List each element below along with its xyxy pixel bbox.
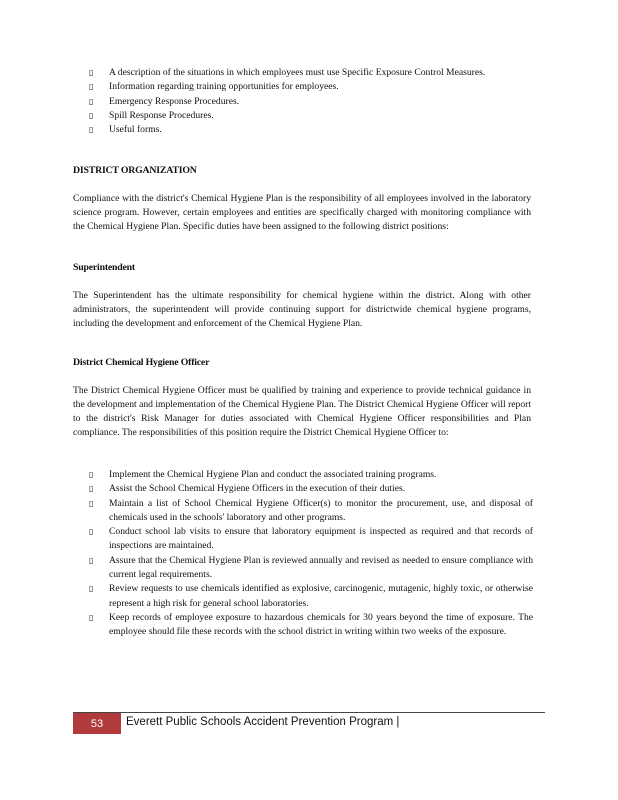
footer-divider — [73, 712, 545, 713]
dcho-heading: District Chemical Hygiene Officer — [73, 357, 210, 368]
list-item: ▯ Useful forms. — [73, 123, 533, 137]
list-item: ▯ A description of the situations in which employees must use Specific Exposure Control Measures. — [73, 66, 533, 80]
bullet-icon: ▯ — [89, 555, 94, 565]
bullet-icon: ▯ — [89, 484, 94, 494]
superintendent-heading: Superintendent — [73, 262, 135, 273]
list-item: ▯ Conduct school lab visits to ensure that laboratory equipment is inspected as required and that records of inspections are maintained. — [89, 526, 533, 552]
list-item: ▯ Assist the School Chemical Hygiene Officers in the execution of their duties. — [73, 482, 533, 496]
intro-bullet-list — [73, 66, 533, 137]
bullet-icon: ▯ — [89, 110, 94, 120]
bullet-icon: ▯ — [89, 470, 94, 479]
bullet-icon: ▯ — [89, 584, 94, 594]
duties-list — [73, 468, 533, 640]
page-number-badge: 53 — [73, 713, 121, 734]
section-paragraph: Compliance with the district's Chemical Hygiene Plan is the responsibility of all employees involved in the laboratory science program. However, certain employees and entities are specifically charged with monitoring compliance with the Chemical Hygiene Plan. Specific duties have been assigned to the following district positions: — [73, 193, 531, 232]
list-item: ▯ Implement the Chemical Hygiene Plan and conduct the associated training programs. — [73, 468, 533, 482]
footer-title: Everett Public Schools Accident Prevention Program | — [126, 716, 400, 728]
list-item: ▯ Emergency Response Procedures. — [73, 95, 533, 109]
bullet-icon: ▯ — [89, 527, 94, 537]
dcho-paragraph: The District Chemical Hygiene Officer must be qualified by training and experience to provide technical guidance in the development and implementation of the Chemical Hygiene Plan. The District Chemical Hygiene Officer will report to the district's Risk Manager for duties associated with Chemical Hygiene Officer responsibilities and Plan compliance. The responsibilities of this position require the District Chemical Hygiene Officer to: — [73, 385, 531, 438]
list-item: ▯ Maintain a list of School Chemical Hygiene Officer(s) to monitor the procurement, use, and disposal of chemicals used in the schools' laboratory and other programs. — [89, 497, 533, 523]
list-item: ▯ Assure that the Chemical Hygiene Plan is reviewed annually and revised as needed to ensure compliance with current legal requirements. — [89, 554, 533, 581]
section-heading: DISTRICT ORGANIZATION — [73, 165, 197, 176]
list-item: ▯ Spill Response Procedures. — [73, 109, 533, 123]
bullet-icon: ▯ — [89, 68, 94, 77]
bullet-icon: ▯ — [89, 82, 94, 92]
bullet-icon: ▯ — [89, 612, 94, 622]
list-item: ▯ Information regarding training opportunities for employees. — [73, 80, 533, 94]
list-item: ▯ Review requests to use chemicals identified as explosive, carcinogenic, mutagenic, highly toxic, or otherwise represent a high risk for general school laboratories. — [89, 583, 533, 609]
bullet-icon: ▯ — [89, 125, 94, 135]
bullet-icon: ▯ — [89, 498, 94, 508]
superintendent-paragraph: The Superintendent has the ultimate responsibility for chemical hygiene within the district. Along with other administrators, the superintendent will provide continuing support for districtwide chemical hygiene programs, including the development and enforcement of the Chemical Hygiene Plan. — [73, 290, 531, 329]
bullet-icon: ▯ — [89, 96, 94, 106]
list-item: ▯ Keep records of employee exposure to hazardous chemicals for 30 years beyond the time of exposure. The employee should file these records with the school district in writing within two weeks of the exposure. — [89, 611, 533, 638]
